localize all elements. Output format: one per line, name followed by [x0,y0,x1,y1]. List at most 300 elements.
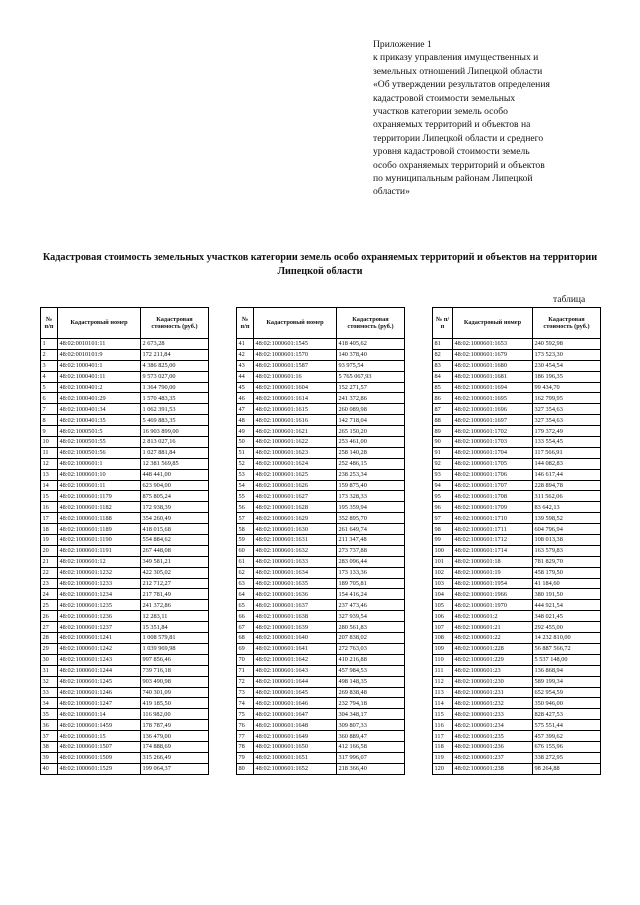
row-number: 39 [41,752,58,763]
cadastral-value: 410 216,88 [337,654,405,665]
table-row [41,393,209,404]
table-row [41,567,209,578]
cadastral-number: 48:02:1000601:228 [453,643,533,654]
cadastral-number: 48:02:1000601:232 [453,698,533,709]
cadastral-number: 48:02:1000601:1632 [254,545,337,556]
table-row [433,687,601,698]
cadastral-value: 179 372,49 [533,426,601,437]
cadastral-number: 48:02:1000601:1631 [254,535,337,546]
cadastral-value: 136 868,94 [533,665,601,676]
table-row [433,393,601,404]
appendix-line: по муниципальным районам Липецкой [373,173,533,185]
cadastral-value: 241 372,86 [141,600,209,611]
cadastral-value: 360 889,47 [337,731,405,742]
cadastral-number: 48:02:1000601:1705 [453,458,533,469]
row-number: 1 [41,339,58,350]
cadastral-number: 48:02:1000601:1190 [58,535,141,546]
row-number: 111 [433,665,453,676]
table-row [433,382,601,393]
table-row [41,687,209,698]
row-number: 11 [41,447,58,458]
table-header-row [237,308,405,339]
row-number: 94 [433,480,453,491]
row-number: 120 [433,763,453,774]
cadastral-number: 48:02:1000601:1247 [58,698,141,709]
row-number: 2 [41,349,58,360]
cadastral-value: 315 266,49 [141,752,209,763]
table-row [41,502,209,513]
cadastral-value: 1 039 969,98 [141,643,209,654]
table-row [41,513,209,524]
table-row [237,513,405,524]
cadastral-number: 48:02:1000601:1633 [254,556,337,567]
table-row [41,404,209,415]
cadastral-number: 48:02:1000601:1509 [58,752,141,763]
row-number: 85 [433,382,453,393]
table-row [433,720,601,731]
cadastral-number: 48:02:1000401:1 [58,360,141,371]
cadastral-number: 48:02:1000601:1696 [453,404,533,415]
cadastral-number: 48:02:1000601:1954 [453,578,533,589]
table-row [41,611,209,622]
table-row [237,349,405,360]
cadastral-number: 48:02:1000601:1236 [58,611,141,622]
row-number: 22 [41,567,58,578]
cadastral-number: 48:02:1000601:1679 [453,349,533,360]
cadastral-value: 253 461,00 [337,437,405,448]
cadastral-number: 48:02:0010101:11 [58,339,141,350]
cadastral-number: 48:02:1000601:1695 [453,393,533,404]
appendix-line: территории Липецкой области и среднего [373,132,544,144]
table-row [41,535,209,546]
cadastral-number: 48:02:1000601:1711 [453,524,533,535]
table-row [41,633,209,644]
cadastral-number: 48:02:1000601:235 [453,731,533,742]
table-row [237,578,405,589]
row-number: 81 [433,339,453,350]
header-cadastral-value: Кадастровая стоимость (руб.) [141,308,209,339]
cadastral-value: 173 133,36 [337,567,405,578]
row-number: 33 [41,687,58,698]
table-row [41,752,209,763]
cadastral-value: 554 884,62 [141,535,209,546]
table-row [237,752,405,763]
table-row [41,458,209,469]
cadastral-number: 48:02:1000601:1648 [254,720,337,731]
table-row [433,339,601,350]
row-number: 79 [237,752,254,763]
cadastral-number: 48:02:1000601:233 [453,709,533,720]
row-number: 56 [237,502,254,513]
cadastral-number: 48:02:1000601:1650 [254,741,337,752]
row-number: 21 [41,556,58,567]
cadastral-number: 48:02:1000601:1241 [58,633,141,644]
row-number: 77 [237,731,254,742]
cadastral-value: 173 523,30 [533,349,601,360]
appendix-line: земельных отношений Липецкой области [373,65,543,77]
cadastral-number: 48:02:1000601:1587 [254,360,337,371]
cadastral-value: 93 975,54 [337,360,405,371]
cadastral-value: 142 718,04 [337,415,405,426]
row-number: 7 [41,404,58,415]
cadastral-number: 48:02:1000601:1622 [254,437,337,448]
row-number: 55 [237,491,254,502]
row-number: 50 [237,437,254,448]
cadastral-number: 48:02:1000601:1604 [254,382,337,393]
cadastral-value: 273 737,88 [337,545,405,556]
cadastral-value: 163 579,83 [533,545,601,556]
table-row [433,633,601,644]
row-number: 75 [237,709,254,720]
table-row [433,752,601,763]
table-row [237,556,405,567]
table-row [237,393,405,404]
cadastral-number: 48:02:1000601:1708 [453,491,533,502]
cadastral-number: 48:02:1000601:1545 [254,339,337,350]
cadastral-number: 48:02:1000601:1182 [58,502,141,513]
table-row [41,360,209,371]
table-row [433,731,601,742]
cadastral-value: 327 354,63 [533,404,601,415]
row-number: 49 [237,426,254,437]
cadastral-value: 238 253,34 [337,469,405,480]
cadastral-value: 189 705,81 [337,578,405,589]
table-row [237,633,405,644]
cadastral-value: 875 805,24 [141,491,209,502]
cadastral-number: 48:02:1000601:1636 [254,589,337,600]
table-row [433,545,601,556]
table-row [433,654,601,665]
cadastral-value: 199 064,37 [141,763,209,774]
table-caption: таблица [553,295,586,305]
cadastral-value: 327 939,54 [337,611,405,622]
cadastral-number: 48:02:0010101:9 [58,349,141,360]
appendix-line: к приказу управления имущественных и [373,52,539,64]
cadastral-value: 498 148,35 [337,676,405,687]
row-number: 9 [41,426,58,437]
row-number: 45 [237,382,254,393]
appendix-line: уровня кадастровой стоимости земель [373,146,530,158]
table-row [433,447,601,458]
cadastral-value: 228 894,78 [533,480,601,491]
cadastral-number: 48:02:1000601:1245 [58,676,141,687]
cadastral-number: 48:02:1000601:1702 [453,426,533,437]
header-cadastral-number: Кадастровый номер [254,308,337,339]
table-row [433,709,601,720]
cadastral-number: 48:02:1000601:1712 [453,535,533,546]
row-number: 83 [433,360,453,371]
row-number: 92 [433,458,453,469]
row-number: 113 [433,687,453,698]
row-number: 47 [237,404,254,415]
row-number: 88 [433,415,453,426]
cadastral-value: 240 592,98 [533,339,601,350]
cadastral-number: 48:02:1000601:1714 [453,545,533,556]
cadastral-value: 41 184,60 [533,578,601,589]
cadastral-number: 48:02:1000601:11 [58,480,141,491]
row-number: 65 [237,600,254,611]
row-number: 32 [41,676,58,687]
table-row [41,545,209,556]
cadastral-value: 2 813 027,16 [141,437,209,448]
cadastral-value: 292 455,00 [533,622,601,633]
table-row [433,437,601,448]
cadastral-value: 218 366,40 [337,763,405,774]
row-number: 58 [237,524,254,535]
table-row [433,763,601,774]
cadastral-value: 676 155,96 [533,741,601,752]
table-row [41,709,209,720]
cadastral-number: 48:02:1000601:1627 [254,491,337,502]
row-number: 27 [41,622,58,633]
cadastral-value: 140 378,40 [337,349,405,360]
cadastral-value: 173 328,33 [337,491,405,502]
cadastral-table-3 [432,307,601,775]
row-number: 119 [433,752,453,763]
cadastral-number: 48:02:1000501:5 [58,426,141,437]
cadastral-number: 48:02:1000601:21 [453,622,533,633]
row-number: 36 [41,720,58,731]
table-row [237,469,405,480]
row-number: 38 [41,741,58,752]
table-row [237,360,405,371]
cadastral-value: 349 581,21 [141,556,209,567]
cadastral-number: 48:02:1000601:15 [58,731,141,742]
cadastral-number: 48:02:1000601:1237 [58,622,141,633]
row-number: 82 [433,349,453,360]
cadastral-value: 139 598,52 [533,513,601,524]
table-row [237,458,405,469]
row-number: 80 [237,763,254,774]
cadastral-number: 48:02:1000401:35 [58,415,141,426]
cadastral-number: 48:02:1000601:1649 [254,731,337,742]
cadastral-number: 48:02:1000601:1630 [254,524,337,535]
table-row [41,654,209,665]
table-row [237,545,405,556]
cadastral-number: 48:02:1000501:55 [58,437,141,448]
row-number: 93 [433,469,453,480]
cadastral-number: 48:02:1000501:56 [58,447,141,458]
appendix-line: охраняемых территорий и объектов на [373,119,531,131]
row-number: 95 [433,491,453,502]
row-number: 97 [433,513,453,524]
cadastral-value: 338 272,95 [533,752,601,763]
table-row [433,513,601,524]
cadastral-number: 48:02:1000601:236 [453,741,533,752]
table-row [433,480,601,491]
cadastral-value: 207 838,02 [337,633,405,644]
row-number: 15 [41,491,58,502]
cadastral-number: 48:02:1000601:1706 [453,469,533,480]
row-number: 72 [237,676,254,687]
cadastral-value: 117 566,91 [533,447,601,458]
cadastral-number: 48:02:1000601:1637 [254,600,337,611]
row-number: 34 [41,698,58,709]
cadastral-number: 48:02:1000601:1188 [58,513,141,524]
row-number: 68 [237,633,254,644]
cadastral-value: 457 984,53 [337,665,405,676]
appendix-line: кадастровой стоимости земельных [373,92,516,104]
cadastral-value: 448 441,00 [141,469,209,480]
cadastral-number: 48:02:1000601:2 [453,611,533,622]
table-row [41,437,209,448]
row-number: 42 [237,349,254,360]
table-row [433,404,601,415]
row-number: 76 [237,720,254,731]
table-row [237,600,405,611]
cadastral-value: 412 166,58 [337,741,405,752]
cadastral-number: 48:02:1000601:1243 [58,654,141,665]
cadastral-value: 98 264,88 [533,763,601,774]
cadastral-value: 317 996,07 [337,752,405,763]
cadastral-value: 267 448,08 [141,545,209,556]
table-row [433,426,601,437]
cadastral-number: 48:02:1000601:1970 [453,600,533,611]
cadastral-value: 444 921,54 [533,600,601,611]
cadastral-value: 217 781,49 [141,589,209,600]
row-number: 48 [237,415,254,426]
row-number: 29 [41,643,58,654]
row-number: 64 [237,589,254,600]
table-row [41,578,209,589]
appendix-line: области» [373,186,410,198]
cadastral-number: 48:02:1000601:1614 [254,393,337,404]
table-row [41,589,209,600]
cadastral-number: 48:02:1000601:1641 [254,643,337,654]
cadastral-number: 48:02:1000601:1191 [58,545,141,556]
cadastral-number: 48:02:1000601:1626 [254,480,337,491]
row-number: 17 [41,513,58,524]
document-title: Кадастровая стоимость земельных участков категории земель особо охраняемых территорий и объектов на территории Липецкой области [42,252,598,277]
row-number: 46 [237,393,254,404]
cadastral-number: 48:02:1000601:1647 [254,709,337,720]
cadastral-number: 48:02:1000601:1529 [58,763,141,774]
cadastral-number: 48:02:1000601:1680 [453,360,533,371]
table-row [433,502,601,513]
cadastral-number: 48:02:1000601:1634 [254,567,337,578]
table-row [41,349,209,360]
cadastral-value: 265 150,20 [337,426,405,437]
row-number: 71 [237,665,254,676]
table-row [433,458,601,469]
cadastral-value: 419 185,50 [141,698,209,709]
table-row [237,643,405,654]
table-row [433,360,601,371]
cadastral-number: 48:02:1000601:1704 [453,447,533,458]
table-row [237,447,405,458]
row-number: 101 [433,556,453,567]
cadastral-table-2 [236,307,405,775]
cadastral-value: 195 359,94 [337,502,405,513]
row-number: 114 [433,698,453,709]
cadastral-value: 1 364 790,00 [141,382,209,393]
table-row [41,600,209,611]
row-number: 3 [41,360,58,371]
row-number: 43 [237,360,254,371]
cadastral-number: 48:02:1000601:1710 [453,513,533,524]
cadastral-number: 48:02:1000601:1640 [254,633,337,644]
header-number: № п/п [433,308,453,339]
table-row [41,371,209,382]
row-number: 62 [237,567,254,578]
table-row [237,698,405,709]
cadastral-value: 652 954,59 [533,687,601,698]
cadastral-number: 48:02:1000601:18 [453,556,533,567]
cadastral-number: 48:02:1000601:229 [453,654,533,665]
appendix-line: участков категории земель особо [373,106,508,118]
table-row [41,480,209,491]
cadastral-value: 241 372,86 [337,393,405,404]
row-number: 54 [237,480,254,491]
cadastral-number: 48:02:1000601:19 [453,567,533,578]
appendix-line: Приложение 1 [373,39,432,50]
table-row [237,339,405,350]
cadastral-value: 604 796,94 [533,524,601,535]
table-row [433,676,601,687]
cadastral-value: 258 140,28 [337,447,405,458]
row-number: 69 [237,643,254,654]
cadastral-number: 48:02:1000401:11 [58,371,141,382]
cadastral-number: 48:02:1000601:1621 [254,426,337,437]
cadastral-value: 186 196,35 [533,371,601,382]
cadastral-number: 48:02:1000601:16 [254,371,337,382]
cadastral-value: 623 904,00 [141,480,209,491]
row-number: 19 [41,535,58,546]
row-number: 98 [433,524,453,535]
cadastral-value: 740 301,09 [141,687,209,698]
cadastral-number: 48:02:1000601:1709 [453,502,533,513]
row-number: 16 [41,502,58,513]
header-cadastral-value: Кадастровая стоимость (руб.) [533,308,601,339]
table-row [237,731,405,742]
table-row [41,447,209,458]
table-row [41,524,209,535]
cadastral-number: 48:02:1000601:1179 [58,491,141,502]
row-number: 107 [433,622,453,633]
cadastral-number: 48:02:1000601:238 [453,763,533,774]
table-row [41,720,209,731]
cadastral-value: 418 015,68 [141,524,209,535]
cadastral-number: 48:02:1000601:1616 [254,415,337,426]
cadastral-value: 237 473,46 [337,600,405,611]
cadastral-number: 48:02:1000601:14 [58,709,141,720]
cadastral-number: 48:02:1000601:10 [58,469,141,480]
cadastral-value: 172 938,39 [141,502,209,513]
cadastral-value: 348 021,45 [533,611,601,622]
table-row [237,622,405,633]
cadastral-number: 48:02:1000601:237 [453,752,533,763]
cadastral-value: 458 179,50 [533,567,601,578]
cadastral-number: 48:02:1000601:234 [453,720,533,731]
header-number: № п/п [41,308,58,339]
cadastral-value: 99 434,70 [533,382,601,393]
cadastral-value: 15 351,84 [141,622,209,633]
row-number: 12 [41,458,58,469]
cadastral-value: 232 794,18 [337,698,405,709]
row-number: 5 [41,382,58,393]
cadastral-value: 352 895,70 [337,513,405,524]
row-number: 41 [237,339,254,350]
table-row [237,665,405,676]
table-row [41,415,209,426]
cadastral-value: 154 416,24 [337,589,405,600]
table-row [41,665,209,676]
cadastral-number: 48:02:1000601:22 [453,633,533,644]
table-row [41,339,209,350]
cadastral-number: 48:02:1000601:1232 [58,567,141,578]
cadastral-number: 48:02:1000601:1615 [254,404,337,415]
cadastral-number: 48:02:1000601:1681 [453,371,533,382]
